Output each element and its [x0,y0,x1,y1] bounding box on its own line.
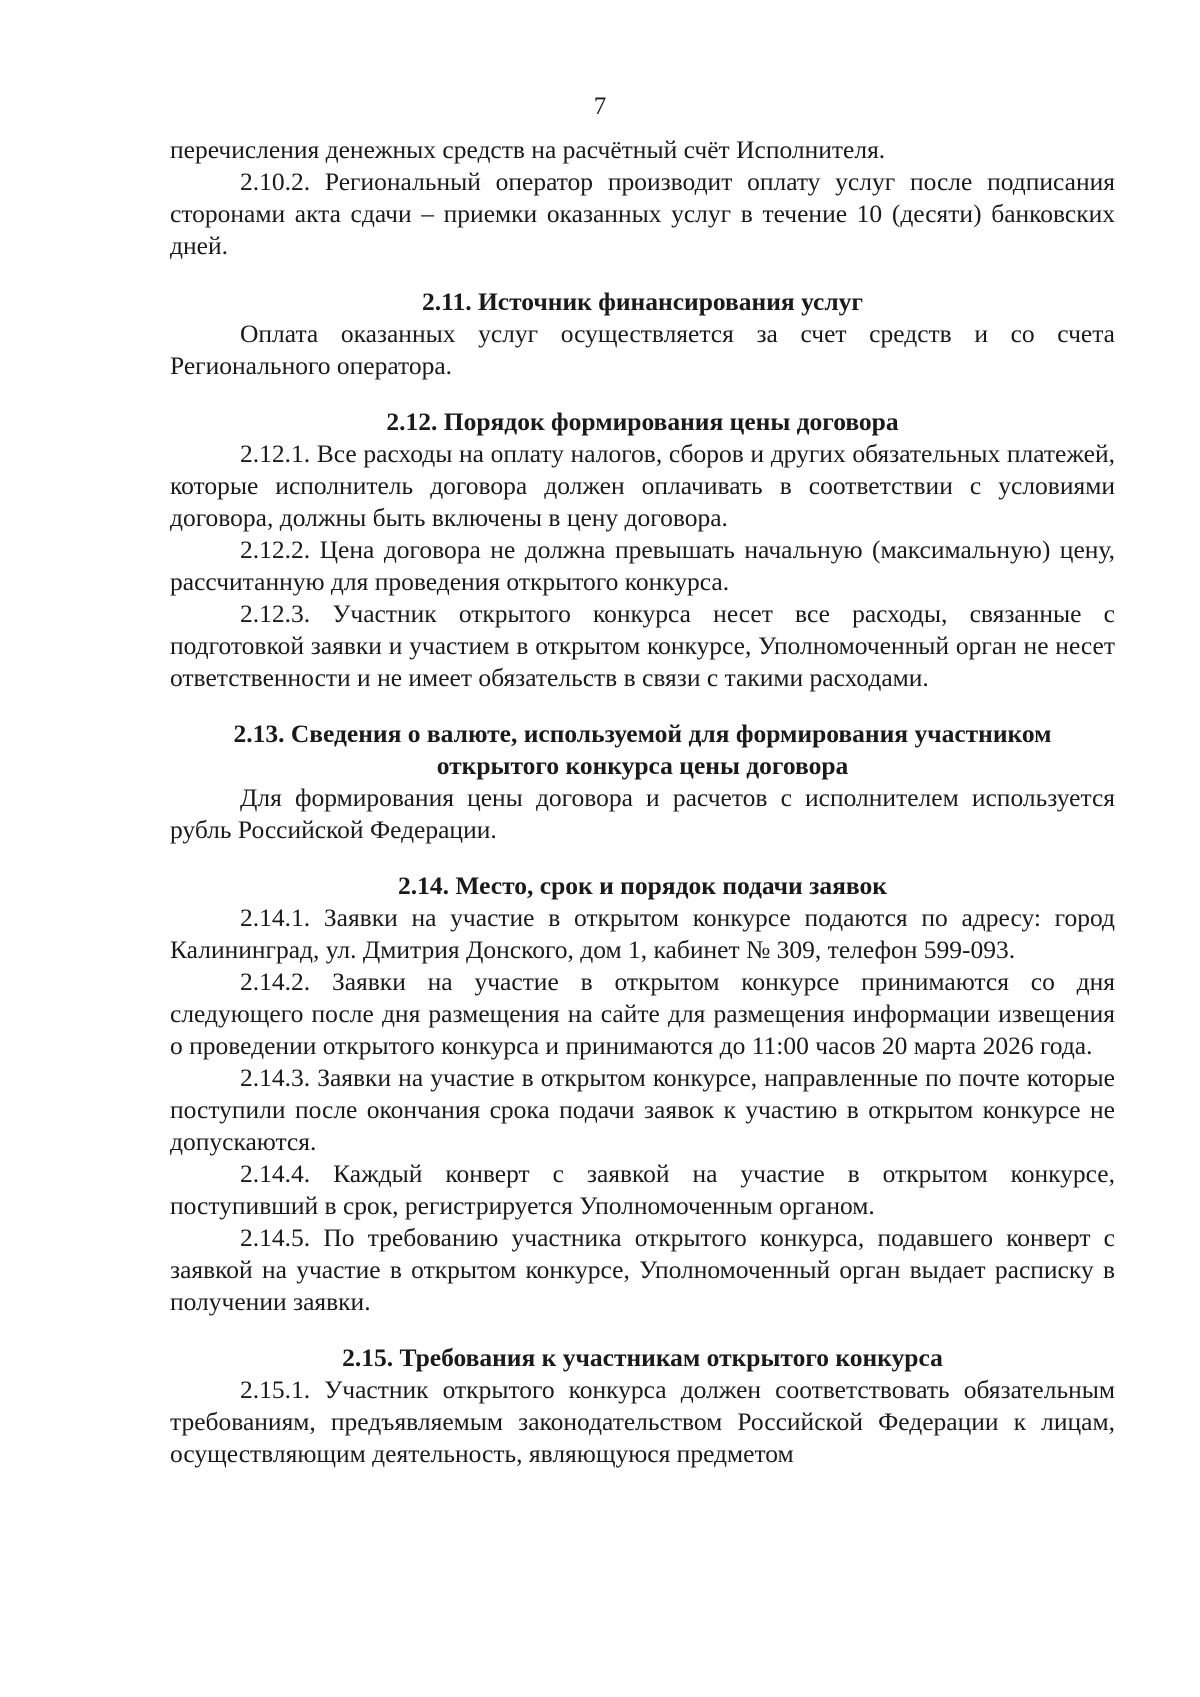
paragraph-2-11: Оплата оказанных услуг осуществляется за счет средств и со счета Регионального оператора. [170,319,1115,380]
paragraph-2-13: Для формирования цены договора и расчетов с исполнителем используется рубль Российской Федерации. [170,783,1115,844]
section-title-2-12: 2.12. Порядок формирования цены договора [386,407,899,436]
continuation-paragraph: перечисления денежных средств на расчётный счёт Исполнителя. [170,135,886,164]
section-title-2-15: 2.15. Требования к участникам открытого конкурса [342,1343,943,1372]
paragraph-2-14-1: 2.14.1. Заявки на участие в открытом конкурсе подаются по адресу: город Калининград, ул. Дмитрия Донского, дом 1, кабинет № 309, телефон 599-093. [170,903,1115,964]
paragraph-2-12-3: 2.12.3. Участник открытого конкурса несет все расходы, связанные с подготовкой заявки и участием в открытом конкурсе, Уполномоченный орган не несет ответственности и не имеет обязательств в связи с такими расходами. [170,599,1115,692]
paragraph-2-15-1: 2.15.1. Участник открытого конкурса должен соответствовать обязательным требованиям, предъявляемым законодательством Российской Федерации к лицам, осуществляющим деятельность, являющуюся предметом [170,1375,1115,1468]
paragraph-2-14-5: 2.14.5. По требованию участника открытого конкурса, подавшего конверт с заявкой на участие в открытом конкурсе, Уполномоченный орган выдает расписку в получении заявки. [170,1223,1115,1316]
paragraph-2-14-4: 2.14.4. Каждый конверт с заявкой на участие в открытом конкурсе, поступивший в срок, регистрируется Уполномоченным органом. [170,1159,1115,1220]
section-title-2-13-line-2: открытого конкурса цены договора [436,751,849,780]
section-title-2-13 [170,718,1115,782]
paragraph-2-10-2: 2.10.2. Региональный оператор производит оплату услуг после подписания сторонами акта сдачи – приемки оказанных услуг в течение 10 (десяти) банковских дней. [170,167,1115,260]
paragraph-2-12-1: 2.12.1. Все расходы на оплату налогов, сборов и других обязательных платежей, которые исполнитель договора должен оплачивать в соответствии с условиями договора, должны быть включены в цену договора. [170,439,1115,532]
section-title-2-11: 2.11. Источник финансирования услуг [421,287,863,316]
paragraph-2-12-2: 2.12.2. Цена договора не должна превышать начальную (максимальную) цену, рассчитанную для проведения открытого конкурса. [170,535,1115,596]
section-title-2-13-line-1: 2.13. Сведения о валюте, используемой для формирования участником [233,719,1052,748]
page-number: 7 [593,93,607,120]
section-title-2-14: 2.14. Место, срок и порядок подачи заявок [398,871,887,900]
paragraph-2-14-3: 2.14.3. Заявки на участие в открытом конкурсе, направленные по почте которые поступили после окончания срока подачи заявок к участию в открытом конкурсе не допускаются. [170,1063,1115,1156]
document-body [170,134,1115,1470]
paragraph-2-14-2: 2.14.2. Заявки на участие в открытом конкурсе принимаются со дня следующего после дня размещения на сайте для размещения информации извещения о проведении открытого конкурса и принимаются до 11:00 часов 20 марта 2026 года. [170,967,1115,1060]
